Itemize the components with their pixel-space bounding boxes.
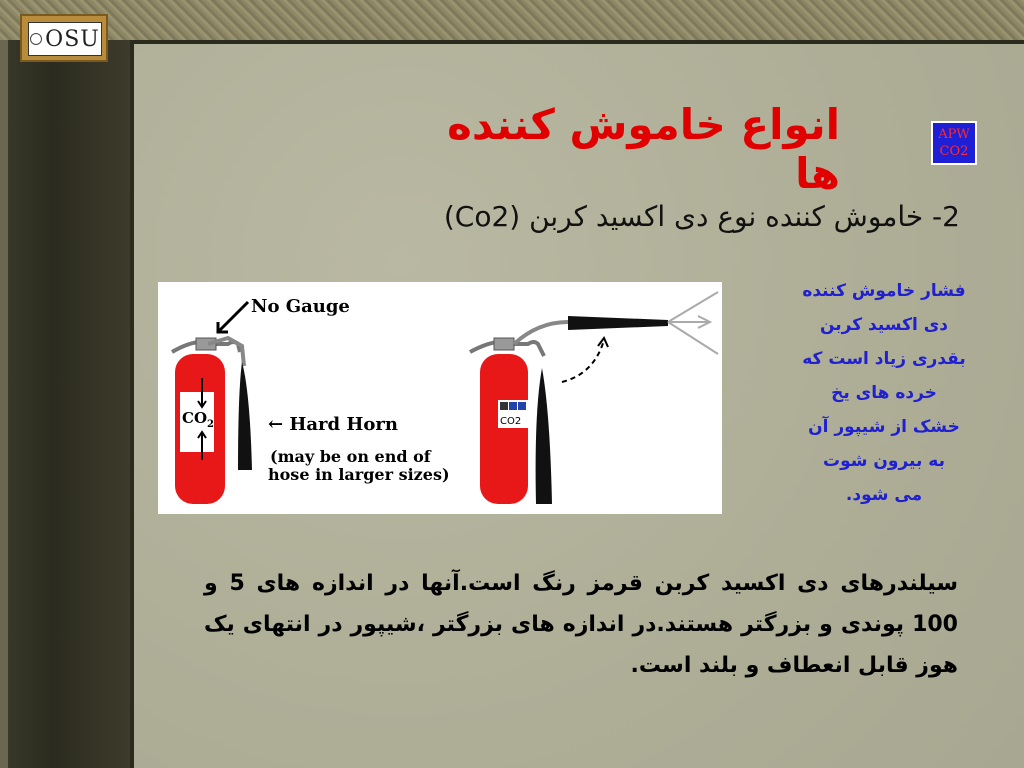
background-frame-left [0,40,130,768]
badge-line-1: APW [938,127,970,142]
right-extinguisher-icon [470,292,718,504]
side-note-line: فشار خاموش کننده [802,281,966,301]
seal-icon [30,33,42,45]
side-note-line: می شود. [845,485,923,505]
side-note-line: خرده های یخ [831,383,937,403]
no-gauge-label: No Gauge [251,296,350,317]
badge-line-2: CO2 [939,144,969,159]
apw-co2-badge [931,121,977,165]
side-note [785,274,983,512]
osu-logo-text: OSU [45,26,100,52]
slide-subtitle: 2- خاموش کننده نوع دی اکسید کربن (Co2) [443,200,960,233]
osu-logo-plate [28,22,102,56]
side-note-line: بقدری زیاد است که [802,349,966,369]
side-note-line: دی اکسید کربن [819,315,949,335]
osu-logo [20,14,108,62]
left-extinguisher-icon [172,302,252,504]
co2-small-label: CO2 [500,416,522,427]
hard-horn-label: ← Hard Horn [268,414,398,435]
hose-note-line-2: hose in larger sizes) [268,465,450,484]
extinguisher-figure [158,282,722,514]
slide-title: انواع خاموش کننده ها [447,100,840,198]
co2-label: $CO_2$ [182,409,214,430]
extinguisher-illustration [158,282,722,514]
side-note-line: به بیرون شوت [823,451,945,471]
body-paragraph: سیلندرهای دی اکسید کربن قرمز رنگ است.آنها در اندازه های 5 و 100 پوندی و بزرگتر هستند.در اندازه های بزرگتر ،شیپور در انتهای یک هوز قابل انعطاف و بلند است. [204,571,958,678]
side-note-line: خشک از شیپور آن [808,417,960,437]
background-frame-top [0,0,1024,40]
hose-note-line-1: (may be on end of [270,447,431,466]
frame-left-edge [0,40,8,768]
